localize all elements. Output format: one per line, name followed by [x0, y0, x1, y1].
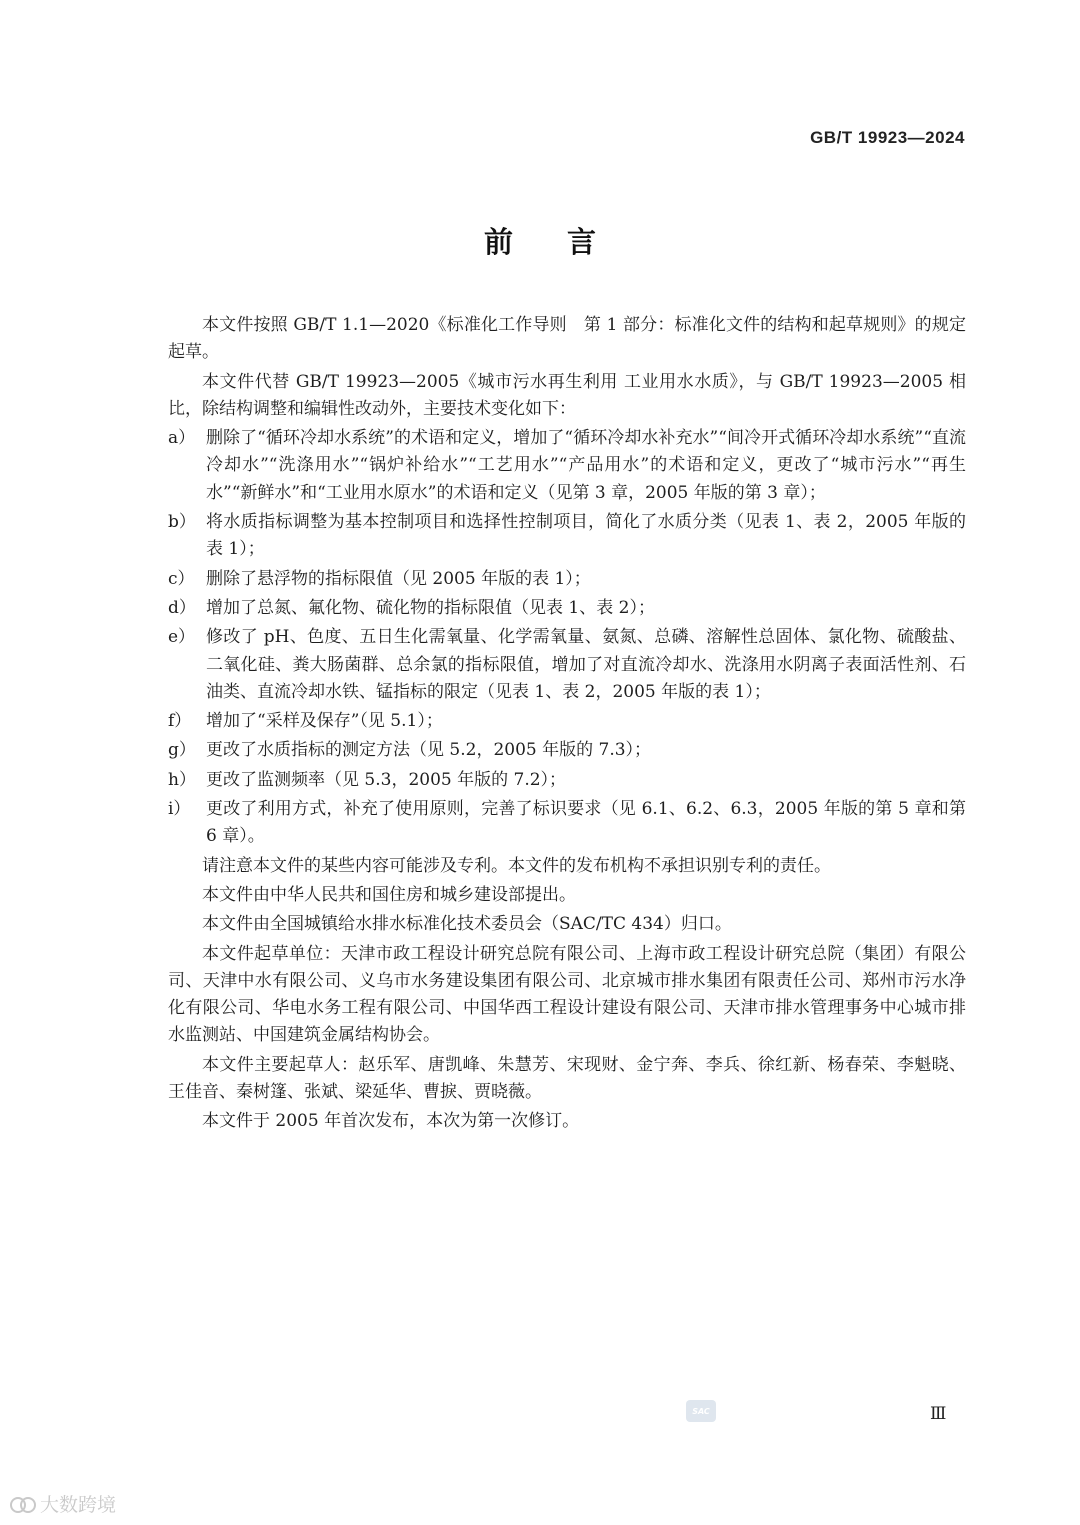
page-number: Ⅲ: [930, 1404, 947, 1424]
list-item-text: 增加了总氮、氟化物、硫化物的指标限值（见表 1、表 2）；: [206, 597, 655, 618]
list-item-text: 修改了 pH、色度、五日生化需氧量、化学需氧量、氨氮、总磷、溶解性总固体、氯化物、硫酸盐、二氧化硅、粪大肠菌群、总余氯的指标限值，增加了对直流冷却水、洗涤用水阴离子表面活性剂、石油类、直流冷却水铁、锰指标的限定（见表 1、表 2，2005 年版的表 1）；: [206, 627, 966, 702]
document-code: GB/T 19923—2024: [810, 128, 965, 147]
list-item-text: 删除了悬浮物的指标限值（见 2005 年版的表 1）；: [206, 568, 591, 589]
list-item: [168, 796, 966, 851]
list-item-text: 更改了监测频率（见 5.3，2005 年版的 7.2）；: [206, 769, 567, 790]
list-marker: c）: [168, 568, 195, 589]
revision-history-paragraph: 本文件于 2005 年首次发布，本次为第一次修订。: [202, 1111, 580, 1132]
list-item: [168, 624, 966, 706]
list-item: [168, 737, 966, 764]
intro-paragraph-1: 本文件按照 GB/T 1.1—2020《标准化工作导则 第 1 部分：标准化文件的结构和起草规则》的规定起草。: [168, 315, 966, 363]
list-item-text: 删除了“循环冷却水系统”的术语和定义，增加了“循环冷却水补充水”“间冷开式循环冷却水系统”“直流冷却水”“洗涤用水”“锅炉补给水”“工艺用水”“产品用水”的术语和定义，更改了“城市污水”“再生水”“新鲜水”和“工业用水原水”的术语和定义（见第 3 章，2005 年版的第 3 章）；: [206, 428, 966, 503]
patent-notice-paragraph: 请注意本文件的某些内容可能涉及专利。本文件的发布机构不承担识别专利的责任。: [202, 855, 831, 876]
page-title: 前言: [483, 225, 650, 259]
list-marker: a）: [168, 428, 196, 449]
list-item: [168, 767, 966, 794]
drafters-paragraph: 本文件主要起草人：赵乐军、唐凯峰、朱慧芳、宋现财、金宁奔、李兵、徐红新、杨春荣、李魁晓、王佳音、秦树篷、张斌、梁延华、曹捩、贾晓薇。: [168, 1054, 966, 1103]
list-item-text: 增加了“采样及保存”（见 5.1）；: [206, 711, 443, 732]
list-item-text: 将水质指标调整为基本控制项目和选择性控制项目，简化了水质分类（见表 1、表 2，2005 年版的表 1）；: [206, 512, 966, 560]
watermark-logo-icon: [10, 1495, 36, 1513]
list-item: [168, 595, 966, 622]
watermark-text: 大数跨境: [40, 1494, 117, 1516]
list-marker: g）: [168, 740, 196, 761]
list-marker: e）: [168, 627, 196, 648]
list-item: [168, 708, 966, 735]
proposer-paragraph: 本文件由中华人民共和国住房和城乡建设部提出。: [202, 884, 576, 905]
list-item: [168, 509, 966, 564]
document-body: [168, 312, 966, 1138]
list-marker: d）: [168, 597, 196, 618]
list-item-text: 更改了水质指标的测定方法（见 5.2，2005 年版的 7.3）；: [206, 740, 652, 761]
list-item: [168, 566, 966, 593]
list-item: [168, 425, 966, 507]
list-marker: i）: [168, 799, 191, 820]
sac-logo: SAC: [686, 1400, 716, 1422]
watermark: [10, 1490, 116, 1517]
changes-list: [168, 425, 966, 850]
drafting-units-paragraph: 本文件起草单位：天津市政工程设计研究总院有限公司、上海市政工程设计研究总院（集团）有限公司、天津中水有限公司、义乌市水务建设集团有限公司、北京城市排水集团有限责任公司、郑州市污水净化有限公司、华电水务工程有限公司、中国华西工程设计建设有限公司、天津市排水管理事务中心城市排水监测站、中国建筑金属结构协会。: [168, 943, 966, 1046]
list-marker: b）: [168, 512, 196, 533]
intro-paragraph-2: 本文件代替 GB/T 19923—2005《城市污水再生利用 工业用水水质》，与 GB/T 19923—2005 相比，除结构调整和编辑性改动外，主要技术变化如下：: [168, 371, 966, 419]
list-item-text: 更改了利用方式，补充了使用原则，完善了标识要求（见 6.1、6.2、6.3，2005 年版的第 5 章和第 6 章）。: [206, 799, 966, 847]
list-marker: h）: [168, 769, 196, 790]
list-marker: f）: [168, 711, 192, 732]
committee-paragraph: 本文件由全国城镇给水排水标准化技术委员会（SAC/TC 434）归口。: [202, 914, 732, 935]
